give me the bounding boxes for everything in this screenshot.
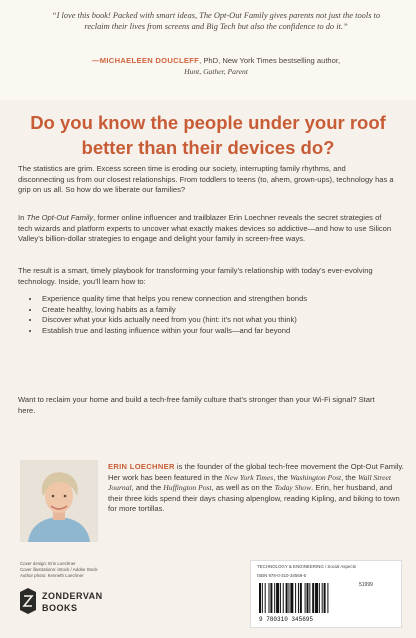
credit-cover-design: Cover design: Erin Loechner [20, 561, 76, 566]
barcode-panel [250, 560, 402, 628]
publisher-logo [20, 586, 102, 616]
barcode-bar [322, 583, 323, 613]
barcode-bar [315, 583, 318, 613]
author-bio-name: ERIN LOECHNER [108, 462, 175, 471]
endorsement-attribution [40, 56, 392, 77]
barcode-bar [259, 583, 261, 613]
barcode-bar [269, 583, 270, 613]
cover-credits [20, 561, 160, 580]
bio-text: , the [341, 472, 358, 482]
list-item: • Create healthy, loving habits as a family [40, 305, 340, 316]
bio-publication: Today Show [274, 483, 312, 493]
barcode-bar [319, 583, 320, 613]
barcode-bar [312, 583, 314, 613]
credit-cover-illustrations: Cover illustrations: iStock / Adobe Stock [20, 567, 98, 573]
barcode-bar [270, 583, 272, 613]
bio-text: , as well as on the [211, 483, 275, 493]
bio-text: . Erin, her husband, and their three kids spend their days chasing alpenglow, reading Kipling, and biking to town for more tortillas. [108, 483, 400, 514]
bio-publication: Washington Post [290, 472, 342, 482]
headline: Do you know the people under your roof better than their devices do? [30, 112, 386, 158]
endorsement-author-credentials: , PhD, New York Times bestselling author, [199, 56, 341, 65]
publisher-name: ZONDERVAN [42, 591, 103, 601]
body-paragraph-2 [18, 213, 394, 245]
price-code: 51999 [359, 582, 373, 588]
author-photo [20, 460, 98, 542]
barcode-bar [283, 583, 284, 613]
barcode-bar [288, 583, 289, 613]
list-item: • Discover what your kids actually need from you (hint: it’s not what you think) [40, 315, 340, 326]
barcode-bar [298, 583, 299, 613]
barcode-image [257, 581, 395, 623]
barcode-bar [286, 583, 288, 613]
publisher-imprint: BOOKS [42, 603, 78, 613]
barcode-bar [265, 583, 266, 613]
list-item: • Experience quality time that helps you renew connection and strengthen bonds [40, 294, 340, 305]
barcode-bar [307, 583, 309, 613]
endorsement-quote: “I love this book! Packed with smart ideas, The Opt-Out Family gives parents not just the tools to reclaim their lives from screens and Big Tech but also the confidence to do it.” [51, 11, 381, 31]
paragraph-2-rest: , former online influencer and trailblazer Erin Loechner reveals the secret strategies of tech wizards and platform experts to uncover what exactly makes devices so addictive—and how to use Silicon Valley’s billion-dollar strategies to engage and delight your family in screen-free ways. [18, 213, 392, 244]
bio-publication: Huffington Post [163, 483, 212, 493]
bio-text: is the founder of the global tech-free movement the Opt-Out Family. Her work has been featured in the [108, 462, 404, 482]
barcode-bar [262, 583, 263, 613]
body-paragraph-1: The statistics are grim. Excess screen time is eroding our society, interrupting family rhythms, and disconnecting us from our closest relationships. From toddlers to teens (to, ahem, grown-ups), technology has a grip on us all. So how do we liberate our families? [18, 164, 394, 195]
isbn-text: ISBN 978-0-310-34569-5 [257, 573, 307, 578]
body-paragraph-3: The result is a smart, timely playbook for transforming your family’s relationship with today’s ever-evolving technology. Inside, you’ll learn how to: [18, 266, 373, 286]
author-portrait-image [20, 460, 98, 542]
book-category: TECHNOLOGY & ENGINEERING / Social Aspects [257, 564, 356, 569]
paragraph-2-intro: In [18, 213, 27, 222]
barcode-bar [327, 583, 328, 613]
barcode-bar [276, 583, 279, 613]
bio-publication: Wall Street Journal [108, 472, 391, 493]
barcode-bar [295, 583, 296, 613]
barcode-bar [309, 583, 310, 613]
barcode-number: 9 780310 345695 [259, 616, 314, 623]
benefit-list [30, 294, 340, 336]
bio-publication: New York Times [224, 472, 274, 482]
endorsement-author-book: Hunt, Gather, Parent [184, 66, 248, 76]
endorsement-author-name: —MICHAELEEN DOUCLEFF [91, 56, 200, 65]
barcode-bar [280, 583, 281, 613]
credit-author-photo: Author photo: Kenneth Loechner [20, 573, 84, 579]
barcode-bar [290, 583, 293, 613]
author-bio [108, 462, 404, 515]
barcode-bar [324, 583, 326, 613]
book-title-inline: The Opt-Out Family [26, 213, 94, 222]
list-item: • Establish true and lasting influence within your four walls—and far beyond [40, 326, 340, 337]
bio-text: , and the [131, 483, 164, 493]
bio-text: , the [273, 472, 291, 482]
zondervan-mark-icon [20, 588, 36, 614]
barcode-bar [305, 583, 306, 613]
barcode-bar [274, 583, 275, 613]
body-paragraph-4: Want to reclaim your home and build a tech-free family culture that’s stronger than your Wi-Fi signal? Start here. [18, 395, 375, 415]
barcode-bar [300, 583, 302, 613]
